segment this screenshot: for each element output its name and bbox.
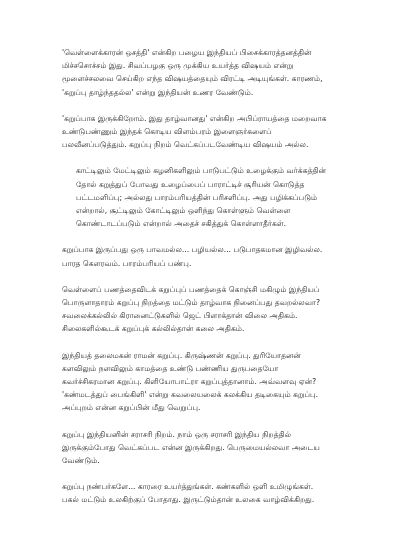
text-line: பட்டமளிப்பு; அல்லது பாரம்பரியத்தின் பரிசளிப்பு. அது பழிக்கப்படும் [76,192,318,202]
paragraph [62,349,362,415]
paragraph [62,46,362,99]
text-line: 'கறுப்பாக இருக்கிறோம். இது தாழ்வானது' என்கிற அபிப்ராயத்தை மறைவாக [62,113,327,123]
paragraph [62,243,362,269]
text-line: வேண்டும். [62,456,100,466]
text-line: பாரத கௌரவம். பாரம்பரியப் பண்பு. [62,258,192,268]
text-line: சிலைகளில்கூடக் கறுப்புக் கல்லில்தான் கலை அதிகம். [62,324,245,334]
text-line: சவலைக்கல்லில் கிரானைட்டுகளில் ஜெட் பிளாக்தான் விலை அதிகம். [62,311,298,321]
text-line: இருக்கும்போது வெட்கப்பட என்ன இருக்கிறது. பெருமையல்லவா அடைய [62,442,320,452]
text-line: மிச்சசொச்சம் இது. சிவப்பழகு ஒரு முக்கிய உயர்த்த விஷயம் என்று [62,61,294,71]
document-page [62,46,362,520]
text-line: களவிலும் நளவிலும் காமத்தை உண்டு பண்ணிய துருபதையோ [62,363,279,373]
text-line: இந்தியத் தலைமகன் ராமன் கறுப்பு. கிருஷ்ணன் கறுப்பு. துரியோதனன் [62,350,301,360]
text-line: கவர்ச்சிகரமான கறுப்பு. கிளியோபாட்ரா கறுப்புத்தானாம். அவ்வளவு ஏன்? [62,377,317,387]
text-line: பகல் மட்டும் உலகிற்குப் போதாது. இருட்டும்தான் உலகை வாழ்விக்கிறது. [62,495,315,505]
text-line: கறுப்பாக இருப்பது ஒரு பாவமல்ல... பழியல்ல... படுபாதகமான இழிவல்ல. [62,245,323,255]
text-line: பலவீனப்படுத்தும். கறுப்பு நிறம் வெட்கப்படவேண்டிய விஷயம் அல்ல. [62,140,309,150]
text-line: கறுப்பு நண்பர்களே... காரரை உயர்த்துங்கள். கண்களில் ஒளி உமிழுங்கள். [62,482,314,492]
text-line: 'வெள்ளைக்காரன் ஒசத்தி' என்கிற பழைய இந்தியப் பிசைக்காரத்தனத்தின் [62,48,312,57]
text-line: 'கறுப்பு தாழ்ந்ததல்ல' என்று இந்தியன் உணர வேண்டும். [62,87,254,97]
paragraph [62,428,362,468]
paragraph [62,112,362,152]
text-line: வெள்ளைப் பணத்தைவிடக் கறுப்புப் பணத்தைக் கொஞ்சி மகிழும் இந்தியப் [62,284,320,294]
paragraph [62,480,362,506]
text-line: 'கண்மடத்துப் பைங்கிளி' என்று கவலையலைக் கலக்கிய தடிகையும் கறுப்பு. [62,390,319,400]
text-line: மூளைச்சலவை செய்கிற எந்த விஷயத்தையும் விரட்டி அடியுங்கள். காரணம், [62,74,323,84]
paragraph [62,164,362,230]
text-line: கறுப்பு இந்தியனின் சராசரி நிறம். நாம் ஒரு சராசரி இந்திய நிறத்தில் [62,429,292,439]
text-line: கொண்டாடப்படும் என்றால் அதைச் சகித்துக் கொள்ளாதீர்கள். [76,219,287,229]
paragraph [62,283,362,336]
text-line: என்றால், சூட்டிலும் கோட்டிலும் ஒளிந்து கொள்ளும் வெள்ளை [76,206,291,216]
text-line: பொருளாதாரம் கறுப்பு நிறத்தை மட்டும் தாழ்வாக நினைப்பது தவறல்லவா? [62,298,320,308]
text-line: அப்புறம் என்ன கறுப்பின் மீது வெறுப்பு. [62,403,201,413]
text-line: காட்டிலும் மேட்டிலும் கழனிகளிலும் பாடுபட்டும் உழைக்கும் வர்க்கத்தின் [76,166,326,176]
text-line: உண்டுபண்ணும் இந்தக் கொடிய விளம்பரம் இளைஞர்களைப் [62,127,272,137]
text-line: தோல் கறுத்துப் போவது உழைப்பைப் பாராட்டிச் சூரியன் கொடுத்த [76,179,305,189]
